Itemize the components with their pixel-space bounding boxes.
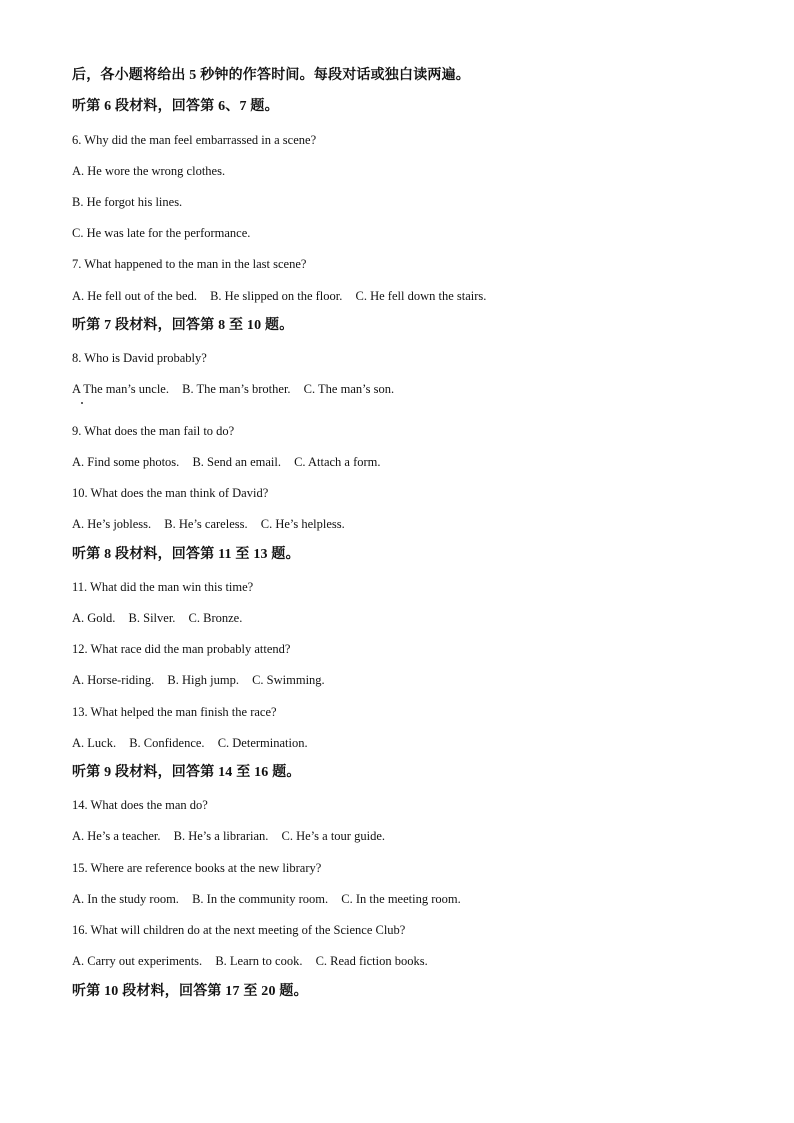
instruction-text: 后，各小题将给出 5 秒钟的作答时间。每段对话或独白读两遍。 bbox=[72, 68, 470, 83]
question-8-option-a: A The man’s uncle. bbox=[72, 382, 169, 396]
question-11-option-c: C. Bronze. bbox=[188, 611, 243, 625]
question-8-option-c: C. The man’s son. bbox=[303, 382, 395, 396]
question-8: 8. Who is David probably? bbox=[72, 351, 207, 365]
question-7-option-b: B. He slipped on the floor. bbox=[210, 289, 343, 303]
question-14-options bbox=[72, 828, 385, 844]
section-heading-9: 听第 9 段材料，回答第 14 至 16 题。 bbox=[72, 765, 301, 780]
question-9-options bbox=[72, 454, 381, 470]
question-6-option-b: B. He forgot his lines. bbox=[72, 195, 183, 209]
question-6-option-a: A. He wore the wrong clothes. bbox=[72, 164, 226, 178]
question-12-option-b: B. High jump. bbox=[167, 673, 239, 687]
section-heading-6: 听第 6 段材料，回答第 6、7 题。 bbox=[72, 99, 279, 114]
question-15-option-b: B. In the community room. bbox=[192, 892, 329, 906]
question-9-option-a: A. Find some photos. bbox=[72, 455, 180, 469]
question-9: 9. What does the man fail to do? bbox=[72, 424, 235, 438]
question-10-option-b: B. He’s careless. bbox=[164, 517, 248, 531]
question-8-option-b: B. The man’s brother. bbox=[182, 382, 291, 396]
question-10: 10. What does the man think of David? bbox=[72, 486, 269, 500]
question-16-option-a: A. Carry out experiments. bbox=[72, 954, 203, 968]
question-10-options bbox=[72, 516, 345, 532]
question-7-option-a: A. He fell out of the bed. bbox=[72, 289, 197, 303]
question-11-option-a: A. Gold. bbox=[72, 611, 116, 625]
question-10-option-c: C. He’s helpless. bbox=[260, 517, 345, 531]
section-heading-10: 听第 10 段材料，回答第 17 至 20 题。 bbox=[72, 984, 308, 999]
question-12-option-a: A. Horse-riding. bbox=[72, 673, 155, 687]
question-11: 11. What did the man win this time? bbox=[72, 580, 254, 594]
question-15-option-a: A. In the study room. bbox=[72, 892, 179, 906]
question-9-option-c: C. Attach a form. bbox=[294, 455, 381, 469]
question-13-option-a: A. Luck. bbox=[72, 736, 117, 750]
question-16: 16. What will children do at the next meeting of the Science Club? bbox=[72, 923, 406, 937]
question-11-option-b: B. Silver. bbox=[128, 611, 176, 625]
question-15-options bbox=[72, 891, 461, 907]
question-14-option-a: A. He’s a teacher. bbox=[72, 829, 161, 843]
question-14: 14. What does the man do? bbox=[72, 798, 208, 812]
question-13-option-b: B. Confidence. bbox=[129, 736, 205, 750]
question-13-option-c: C. Determination. bbox=[217, 736, 308, 750]
question-12: 12. What race did the man probably attend? bbox=[72, 642, 291, 656]
section-heading-7: 听第 7 段材料，回答第 8 至 10 题。 bbox=[72, 318, 294, 333]
question-14-option-b: B. He’s a librarian. bbox=[173, 829, 269, 843]
question-6: 6. Why did the man feel embarrassed in a scene? bbox=[72, 133, 317, 147]
question-13: 13. What helped the man finish the race? bbox=[72, 705, 277, 719]
question-16-option-c: C. Read fiction books. bbox=[315, 954, 428, 968]
stray-dot bbox=[81, 402, 83, 404]
question-15: 15. Where are reference books at the new library? bbox=[72, 861, 322, 875]
question-7: 7. What happened to the man in the last scene? bbox=[72, 257, 307, 271]
question-7-options bbox=[72, 288, 486, 304]
question-12-options bbox=[72, 672, 325, 688]
question-10-option-a: A. He’s jobless. bbox=[72, 517, 152, 531]
question-11-options bbox=[72, 610, 242, 626]
question-14-option-c: C. He’s a tour guide. bbox=[281, 829, 385, 843]
question-9-option-b: B. Send an email. bbox=[192, 455, 281, 469]
question-6-option-c: C. He was late for the performance. bbox=[72, 226, 251, 240]
question-7-option-c: C. He fell down the stairs. bbox=[355, 289, 487, 303]
question-13-options bbox=[72, 735, 308, 751]
question-16-option-b: B. Learn to cook. bbox=[215, 954, 303, 968]
question-16-options bbox=[72, 953, 428, 969]
section-heading-8: 听第 8 段材料，回答第 11 至 13 题。 bbox=[72, 547, 300, 562]
question-15-option-c: C. In the meeting room. bbox=[341, 892, 461, 906]
question-12-option-c: C. Swimming. bbox=[252, 673, 325, 687]
question-8-options bbox=[72, 381, 394, 397]
